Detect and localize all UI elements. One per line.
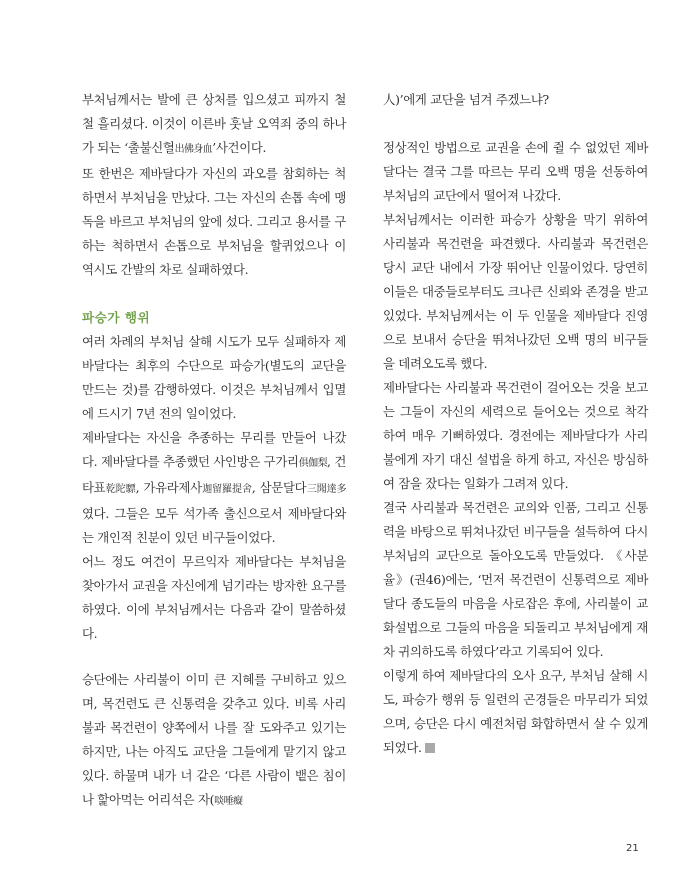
spacer xyxy=(82,282,346,306)
spacer xyxy=(82,646,346,668)
paragraph: 여러 차례의 부처님 살해 시도가 모두 실패하자 제바달다는 최후의 수단으로 파승가(별도의 교단을 만드는 것)를 감행하였다. 이것은 부처님께서 입멸에 드시기 7년 전의 일이었다. xyxy=(82,334,346,421)
hanja-annotation: 三聞達多 xyxy=(306,484,346,495)
text: ’사건이다. xyxy=(212,140,267,155)
paragraph xyxy=(82,88,346,162)
text: , 건타표 xyxy=(82,454,347,495)
text: 제바달다는 자신을 추종하는 무리를 만들어 나갔다. 제바달다를 추종했던 사인방은 구가리 xyxy=(82,430,346,469)
text: 였다. 그들은 모두 석가족 출신으로서 제바달다와는 개인적 친분이 있던 비구들이었다. xyxy=(82,506,346,545)
hanja-annotation: 啖唾癡 xyxy=(214,796,243,807)
spacer xyxy=(383,112,648,136)
paragraph: 부처님께서는 이러한 파승가 상황을 막기 위하여 사리불과 목건련을 파견했다. 사리불과 목건련은 당시 교단 내에서 가장 뛰어난 인물이었다. 당연히 이들은 대중들로부터도 크나큰 신뢰와 존경을 받고 있었다. 부처님께서는 이 두 인물을 제바달다 진영으로 보내서 승단을 뛰쳐나갔던 오백 명의 비구들을 데려오도록 했다. xyxy=(383,212,648,371)
text: 부처님께서는 발에 큰 상처를 입으셨고 피까지 철철 흘리셨다. 이것이 이른바 훗날 오역죄 중의 하나가 되는 ‘출불신혈 xyxy=(82,92,346,155)
paragraph: 제바달다는 사리불과 목건련이 걸어오는 것을 보고는 그들이 자신의 세력으로 들어오는 것으로 착각하여 매우 기뻐하였다. 경전에는 제바달다가 사리불에게 자기 대신 설법을 하게 하고, 자신은 방심하여 잠을 잤다는 일화가 그려져 있다. xyxy=(383,380,648,491)
hanja-annotation: 出佛身血 xyxy=(174,144,213,155)
paragraph xyxy=(383,664,648,760)
text: , 삼문달다 xyxy=(251,480,307,495)
page-number: 21 xyxy=(626,843,639,854)
right-column xyxy=(383,88,648,760)
text: , 가유라제사 xyxy=(135,480,202,495)
hanja-annotation: 乾陀驃 xyxy=(105,484,136,495)
paragraph xyxy=(82,426,346,550)
quote-paragraph xyxy=(82,668,346,814)
paragraph: 정상적인 방법으로 교권을 손에 쥘 수 없었던 제바달다는 결국 그를 따르는 무리 오백 명을 선동하여 부처님의 교단에서 떨어져 나갔다. xyxy=(383,140,648,203)
left-column xyxy=(82,88,346,814)
section-heading: 파승가 행위 xyxy=(82,310,151,325)
text: 승단에는 사리불이 이미 큰 지혜를 구비하고 있으며, 목건련도 큰 신통력을 갖추고 있다. 비록 사리불과 목건련이 양쪽에서 나를 잘 도와주고 있기는 하지만, 나는 아직도 교단을 그들에게 맡기지 않고 있다. 하물며 내가 너 같은 ‘다른 사람이 뱉은 침이나 핥아먹는 어리석은 자( xyxy=(82,672,346,807)
end-mark-icon xyxy=(425,743,435,753)
hanja-annotation: 迦留羅提舍 xyxy=(201,484,252,495)
paragraph: 결국 사리불과 목건련은 교의와 인품, 그리고 신통력을 바탕으로 뛰쳐나갔던 비구들을 설득하여 다시 부처님의 교단으로 돌아오도록 만들었다. 《사분율》(권46)에는, ‘먼저 목건련이 신통력으로 제바달다 종도들의 마음을 사로잡은 후에, 사리불이 교화설법으로 그들의 마음을 되돌리고 부처님에게 재차 귀의하도록 하였다’라고 기록되어 있다. xyxy=(383,500,648,659)
paragraph: 또 한번은 제바달다가 자신의 과오를 참회하는 척하면서 부처님을 만났다. 그는 자신의 손톱 속에 맹독을 바르고 부처님의 앞에 섰다. 그리고 용서를 구하는 척하면서 손톱으로 부처님을 할퀴었으나 이 역시도 간발의 차로 실패하였다. xyxy=(82,166,346,277)
quote-paragraph-continued: 人)’에게 교단을 넘겨 주겠느냐? xyxy=(383,92,549,107)
paragraph: 어느 정도 여건이 무르익자 제바달다는 부처님을 찾아가서 교권을 자신에게 넘기라는 방자한 요구를 하였다. 이에 부처님께서는 다음과 같이 말씀하셨다. xyxy=(82,554,346,641)
text: 이렇게 하여 제바달다의 오사 요구, 부처님 살해 시도, 파승가 행위 등 일련의 곤경들은 마무리가 되었으며, 승단은 다시 예전처럼 화합하면서 살 수 있게 되었다. xyxy=(383,668,648,755)
hanja-annotation: 俱伽梨 xyxy=(298,458,328,469)
